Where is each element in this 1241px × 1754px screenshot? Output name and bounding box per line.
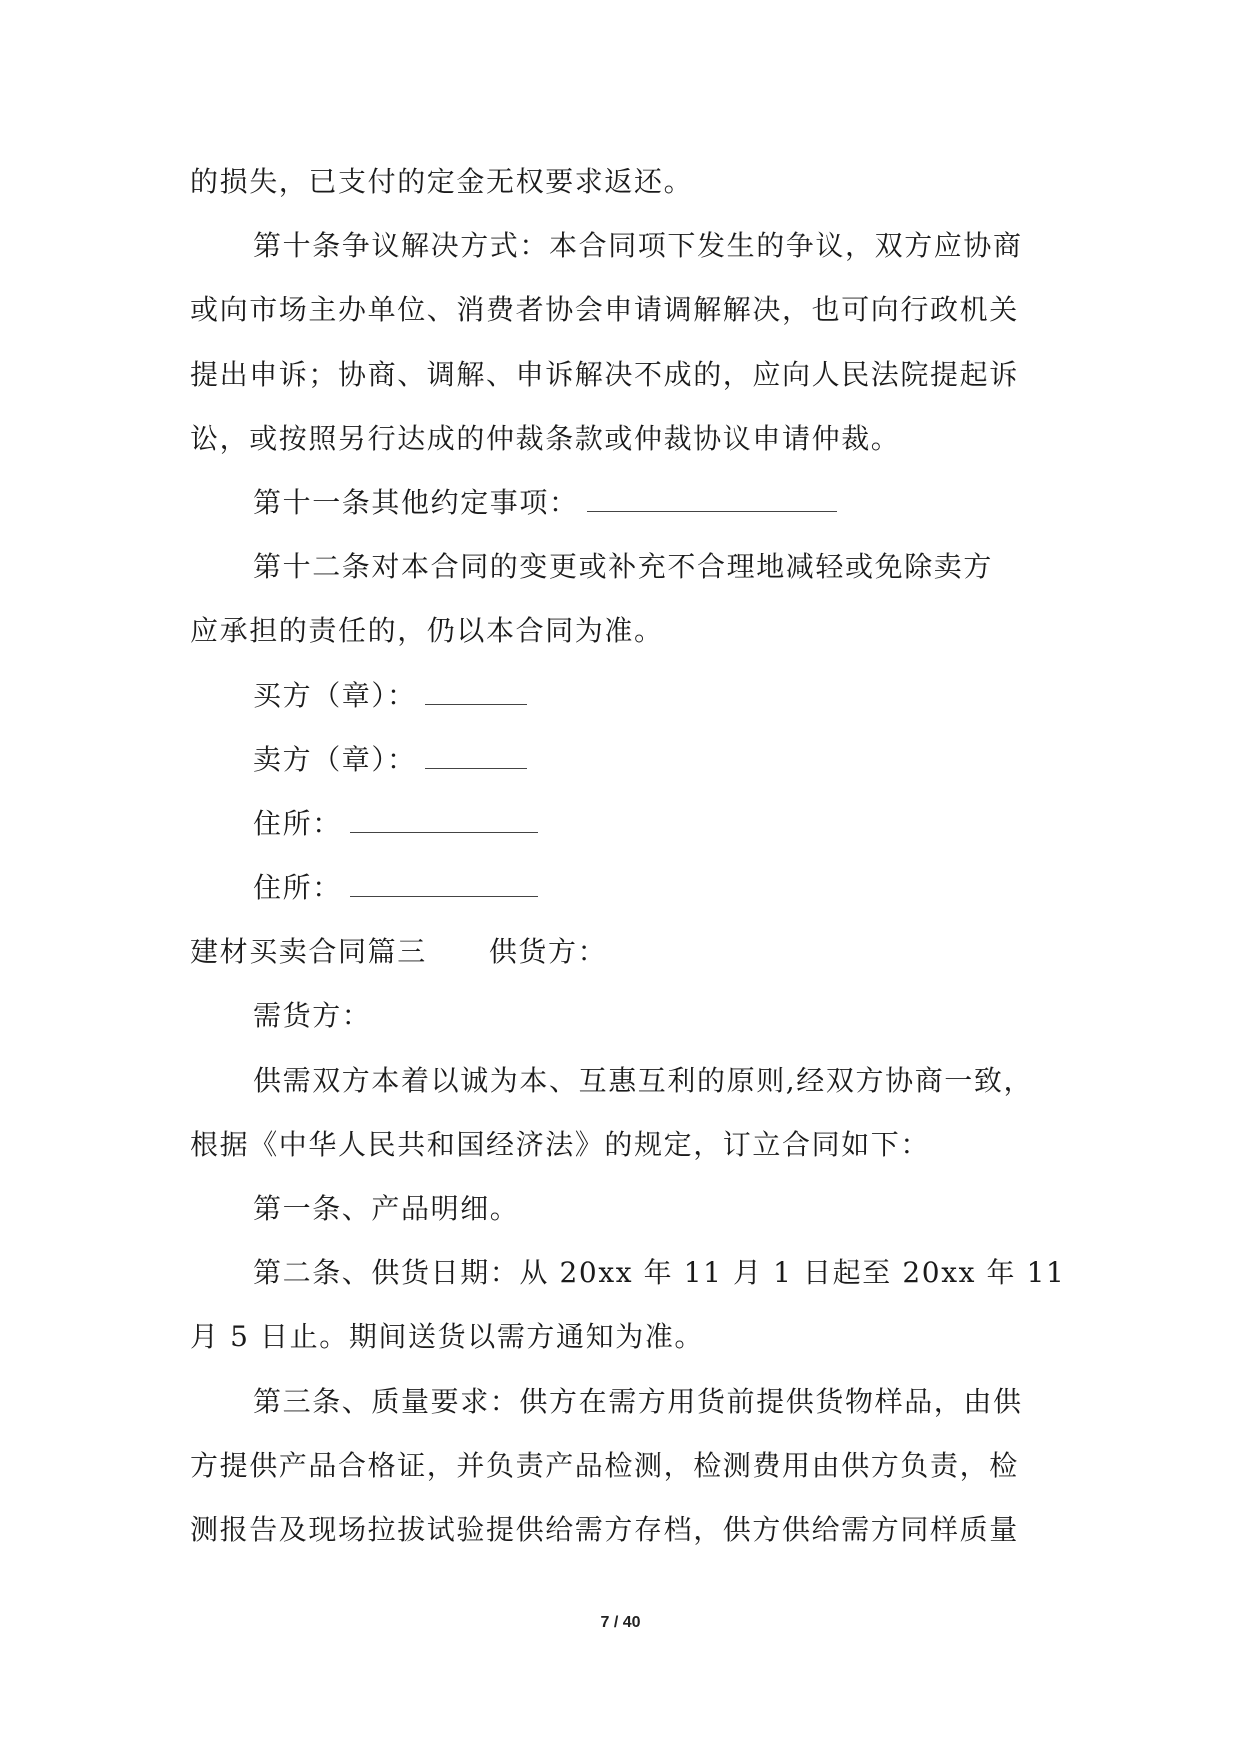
paragraph-line: 根据《中华人民共和国经济法》的规定，订立合同如下：: [190, 1127, 931, 1161]
paragraph-line: 测报告及现场拉拔试验提供给需方存档，供方供给需方同样质量: [190, 1512, 1019, 1546]
buyer-party-label: 需货方：: [253, 999, 372, 1033]
page-number: 7 / 40: [600, 1614, 641, 1631]
paragraph-line: 讼，或按照另行达成的仲裁条款或仲裁协议申请仲裁。: [190, 421, 901, 455]
paragraph-line: 第一条、产品明细。: [253, 1192, 520, 1225]
fill-in-blank: [587, 489, 837, 512]
paragraph-line: 的损失，已支付的定金无权要求返还。: [190, 165, 694, 198]
fill-in-blank: [350, 810, 538, 833]
buyer-seal-label: 买方（章）：: [253, 678, 417, 712]
section-heading: 建材买卖合同篇三: [190, 935, 427, 969]
paragraph-line: 或向市场主办单位、消费者协会申请调解解决，也可向行政机关: [190, 293, 1019, 327]
paragraph-line: 第十二条对本合同的变更或补充不合理地减轻或免除卖方: [253, 550, 994, 584]
paragraph-line: 提出申诉；协商、调解、申诉解决不成的，应向人民法院提起诉: [190, 357, 1019, 391]
fill-in-blank: [350, 874, 538, 897]
document-body: [190, 150, 1066, 1562]
buyer-signature-line: [190, 664, 1050, 728]
address-label: 住所：: [253, 871, 342, 905]
address-line: [190, 856, 1050, 920]
paragraph-line: 应承担的责任的，仍以本合同为准。: [190, 614, 664, 648]
paragraph-line: 月 5 日止。期间送货以需方通知为准。: [190, 1320, 705, 1354]
other-terms-label: 第十一条其他约定事项：: [253, 485, 579, 519]
seller-seal-label: 卖方（章）：: [253, 742, 417, 776]
paragraph-line: 方提供产品合格证，并负责产品检测，检测费用由供方负责，检: [190, 1448, 1019, 1482]
paragraph-line: 供需双方本着以诚为本、互惠互利的原则,经双方协商一致，: [253, 1063, 1034, 1097]
paragraph-line: 第十条争议解决方式：本合同项下发生的争议，双方应协商: [253, 229, 1023, 263]
fill-in-blank: [425, 746, 527, 769]
address-line: [190, 792, 1050, 856]
supplier-label: 供货方：: [488, 935, 608, 969]
seller-signature-line: [190, 728, 1050, 792]
other-terms-line: [190, 471, 1050, 535]
paragraph-line: 第三条、质量要求：供方在需方用货前提供货物样品，由供: [253, 1384, 1023, 1418]
address-label: 住所：: [253, 806, 342, 840]
paragraph-line: 第二条、供货日期：从 20xx 年 11 月 1 日起至 20xx 年 11: [253, 1256, 1066, 1290]
section-heading-line: [190, 920, 1050, 984]
fill-in-blank: [425, 682, 527, 705]
